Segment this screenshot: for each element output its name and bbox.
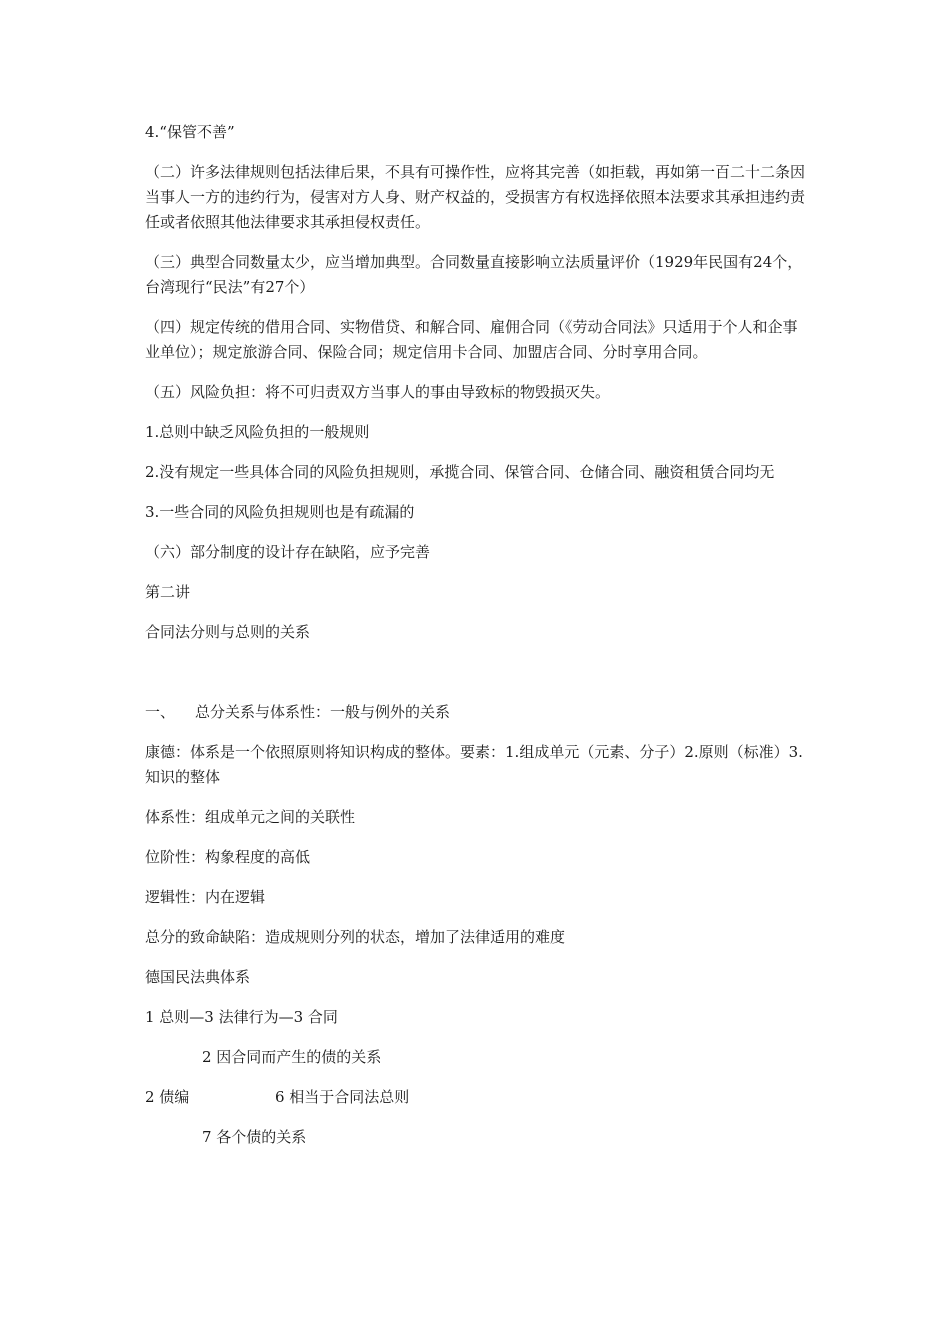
outline-line-3 <box>145 1085 805 1110</box>
paragraph-german-code: 德国民法典体系 <box>145 968 251 986</box>
paragraph-kant: 康德：体系是一个依照原则将知识构成的整体。要素：1.组成单元（元素、分子）2.原则（标准）3.知识的整体 <box>145 743 803 786</box>
lecture-title: 第二讲 <box>145 583 191 601</box>
outline-line-3-right: 6 相当于合同法总则 <box>275 1088 410 1106</box>
outline-line-1: 1 总则—3 法律行为—3 合同 <box>145 1008 338 1026</box>
paragraph-system-design: （六）部分制度的设计存在缺陷，应予完善 <box>145 543 431 561</box>
paragraph-risk-bearing: （五）风险负担：将不可归责双方当事人的事由导致标的物毁损灭失。 <box>145 383 611 401</box>
paragraph-fatal-defect: 总分的致命缺陷：造成规则分列的状态，增加了法律适用的难度 <box>145 928 566 946</box>
paragraph-systematic: 体系性：组成单元之间的关联性 <box>145 808 356 826</box>
paragraph-typical-contracts: （三）典型合同数量太少，应当增加典型。合同数量直接影响立法质量评价（1929年民国有24个，台湾现行“民法”有27个） <box>145 253 803 296</box>
paragraph-legal-consequences: （二）许多法律规则包括法律后果，不具有可操作性，应将其完善（如拒载，再如第一百二十二条因当事人一方的违约行为，侵害对方人身、财产权益的，受损害方有权选择依照本法要求其承担违约责任或者依照其他法律要求其承担侵权责任。 <box>145 163 806 231</box>
section-number: 一、 <box>145 703 176 721</box>
outline-line-3-left: 2 债编 <box>145 1088 190 1106</box>
paragraph-logic: 逻辑性：内在逻辑 <box>145 888 266 906</box>
outline-line-2: 2 因合同而产生的债的关系 <box>202 1048 382 1066</box>
lecture-subtitle: 合同法分则与总则的关系 <box>145 623 311 641</box>
list-item-risk-1: 1.总则中缺乏风险负担的一般规则 <box>145 423 370 441</box>
paragraph-hierarchy: 位阶性：构象程度的高低 <box>145 848 311 866</box>
list-item-risk-3: 3.一些合同的风险负担规则也是有疏漏的 <box>145 503 415 521</box>
document-body <box>145 120 805 1165</box>
section-heading <box>145 700 805 725</box>
paragraph-storage-defect: 4.“保管不善” <box>145 123 235 141</box>
paragraph-traditional-contracts: （四）规定传统的借用合同、实物借贷、和解合同、雇佣合同（《劳动合同法》只适用于个人和企事业单位）；规定旅游合同、保险合同；规定信用卡合同、加盟店合同、分时享用合同。 <box>145 318 798 361</box>
list-item-risk-2: 2.没有规定一些具体合同的风险负担规则，承揽合同、保管合同、仓储合同、融资租赁合同均无 <box>145 463 775 481</box>
spacer <box>145 660 805 700</box>
section-title: 总分关系与体系性：一般与例外的关系 <box>195 703 451 721</box>
outline-line-4: 7 各个债的关系 <box>202 1128 307 1146</box>
